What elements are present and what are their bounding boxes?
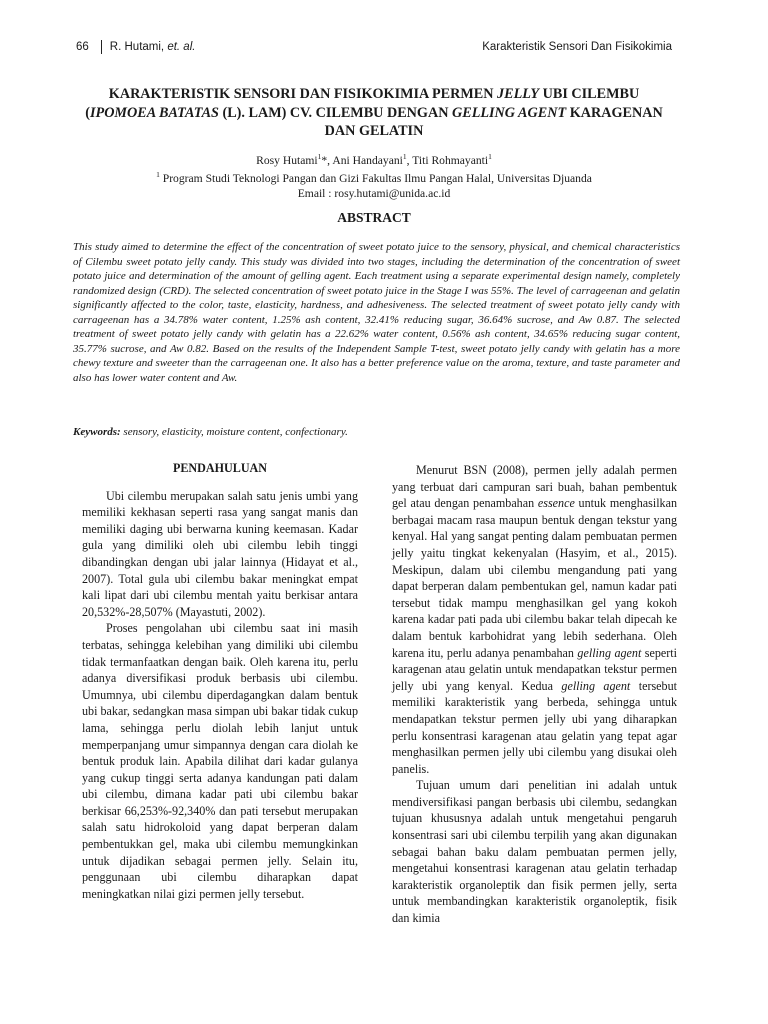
paper-title: [76, 85, 672, 141]
abstract-heading: ABSTRACT: [337, 210, 411, 225]
author-email: Email : rosy.hutami@unida.ac.id: [297, 186, 451, 200]
right-p1-d: tersebut memiliki karakteristik yang berbeda, sehingga untuk mendapatkan tekstur permen jelly ubi yang diharapkan perlu konsentrasi karagenan atau gelatin yang tepat agar menghasilkan permen jelly ubi cilembu yang disukai oleh panelis.: [392, 678, 678, 776]
left-column: [82, 460, 358, 902]
author-block: [76, 150, 672, 201]
running-header: [76, 40, 672, 54]
running-title: Karakteristik Sensori Dan Fisikokimia: [482, 41, 672, 53]
author-3: Titi Rohmayanti: [412, 153, 489, 167]
author-3-sup: 1: [488, 152, 492, 161]
header-divider: [101, 40, 102, 54]
title-gelling-agent: GELLING AGENT: [451, 104, 567, 121]
right-p1-gelling-agent-1: gelling agent: [577, 645, 642, 660]
left-paragraph-2: Proses pengolahan ubi cilembu saat ini masih terbatas, sehingga kelebihan yang dimiliki ubi cilembu tidak termanfaatkan dengan baik. Oleh karena itu, perlu adanya diversifikasi produk berbasis ubi cilembu. Umumnya, ubi cilembu diperdagangkan dalam bentuk ubi bakar, sedangkan masa simpan ubi bakar tidak cukup lama, sehingga perlu diolah lebih lanjut untuk memperpanjang umur simpannya dengan cara diolah ke bentuk produk lain. Apabila dilihat dari kadar gulanya yang cukup tinggi serta adanya kandungan pati dalam ubi cilembu, dimana kadar pati ubi cilembu bakar berkisar 66,253%-92,340% dan pati tersebut merupakan salah satu hidrokoloid yang dapat berperan dalam pembentukkan gel, maka ubi cilembu memungkinkan untuk dijadikan sebagai permen jelly. Selain itu, penggunaan ubi cilembu diharapkan dapat meningkatkan nilai gizi permen jelly tersebut.: [82, 621, 358, 901]
title-part-2: UBI CILEMBU (: [85, 86, 640, 121]
title-part-1: KARAKTERISTIK SENSORI DAN FISIKOKIMIA PERMEN: [108, 86, 498, 102]
keywords: [73, 426, 680, 438]
right-paragraph-2: Tujuan umum dari penelitian ini adalah untuk mendiversifikasi pangan berbasis ubi cilembu, sedangkan tujuan khususnya adalah untuk mengetahui pengaruh konsentrasi sari ubi cilembu terpilih yang akan digunakan sebagai bahan baku dalam pembuatan permen jelly, mengetahui konsentrasi karagenan atau gelatin terhadap karakteristik organoleptik dan fisik permen jelly, serta untuk membandingkan karakteristik organoleptik, fisik dan kimia: [392, 778, 677, 926]
abstract-text: This study aimed to determine the effect of the concentration of sweet potato juice to the sensory, physical, and chemical characteristics of Cilembu sweet potato jelly candy. This study was divided into two stages, including the determination of the concentration of sweet potato juice and determination of the amount of gelling agent. Each treatment using a separate experimental design namely, completely randomized design (CRD). The selected concentration of sweet potato juice in the Stage I was 55%. The level of carrageenan and gelatin significantly affected to the color, taste, elasticity, hardness, and adhesiveness. The selected treatment of sweet potato jelly candy with carrageenan has a 34.78% water content, 1.25% ash content, 32.41% reducing sugar, 36.64% sucrose, and Aw 0.87. The selected treatment of sweet potato jelly candy with gelatin has a 22.62% water content, 0.56% ash content, 34.65% reducing sugar content, 35.77% sucrose, and Aw 0.82. Based on the results of the Independent Sample T-test, sweet potato jelly candy with gelatin has a more chewy texture and sweeter than the carrageenan one. It also has a better preference value on the aroma, texture, and taste parameter and also has lower water content and Aw.: [73, 241, 680, 384]
affiliation: [76, 168, 672, 186]
right-p1-a: Menurut BSN (2008), permen jelly adalah permen yang terbuat dari campuran sari buah, bahan pembentuk gel atau dengan penambahan: [392, 463, 677, 511]
author-1: Rosy Hutami: [256, 153, 318, 167]
header-left: [76, 40, 195, 54]
keywords-list: sensory, elasticity, moisture content, confectionary.: [120, 426, 348, 438]
keywords-label: Keywords:: [73, 426, 121, 438]
author-2: Ani Handayani: [332, 153, 403, 167]
title-jelly: JELLY: [497, 86, 540, 102]
title-part-4: KARAGENAN DAN GELATIN: [324, 104, 663, 139]
section-heading-pendahuluan: PENDAHULUAN: [172, 461, 268, 475]
author-line: [76, 150, 672, 168]
right-p1-c: seperti karagenan atau gelatin untuk mendapatkan tekstur permen jelly ubi yang kenyal. Kedua: [392, 645, 678, 693]
right-p1-b: untuk menghasilkan berbagai macam rasa maupun bentuk dengan tekstur yang kenyal. Hal yang sangat penting dalam pembuatan permen jelly yaitu tingkat kekenyalan (Hasyim, et al., 2015). Meskipun, dalam ubi cilembu mengandung pati yang dapat berperan dalam pembentukan gel, namun kadar pati tersebut tidak mampu menghasilkan gel yang kokoh karena kadar pati pada ubi cilembu bakar telah dipecah ke dalam bentuk karbohidrat yang lebih sederhana. Oleh karena itu, perlu adanya penambahan: [392, 496, 678, 660]
header-authors: [110, 41, 196, 53]
page-number: 66: [76, 41, 89, 53]
header-et-al: et. al.: [167, 41, 196, 53]
right-p1-gelling-agent-2: gelling agent: [561, 678, 631, 693]
right-p1-essence: essence: [537, 496, 575, 511]
left-paragraph-1: Ubi cilembu merupakan salah satu jenis umbi yang memiliki kekhasan seperti rasa yang sangat manis dan memiliki daging ubi berwarna kuning keemasan. Kadar gula yang dimiliki oleh ubi cilembu lebih tinggi dibandingkan dengan ubi jalar lainnya (Hidayat et al., 2007). Total gula ubi cilembu bakar meningkat empat kali lipat dari ubi cilembu mentah yaitu berkisar antara 20,532%-28,507% (Mayastuti, 2002).: [82, 488, 358, 619]
title-part-3: (L). LAM) CV. CILEMBU DENGAN: [218, 104, 452, 121]
header-author-name: R. Hutami,: [109, 41, 168, 53]
affiliation-text: Program Studi Teknologi Pangan dan Gizi Fakultas Ilmu Pangan Halal, Universitas Djuanda: [159, 172, 592, 186]
author-1-sup: 1: [317, 152, 322, 161]
author-comma: ,: [406, 153, 413, 167]
author-2-sup: 1: [402, 152, 407, 161]
right-column: [392, 462, 677, 927]
right-paragraph-1: [392, 462, 677, 777]
author-1-star: *,: [321, 153, 333, 167]
title-species: IPOMOEA BATATAS: [90, 104, 219, 121]
affiliation-sup: 1: [156, 170, 160, 180]
